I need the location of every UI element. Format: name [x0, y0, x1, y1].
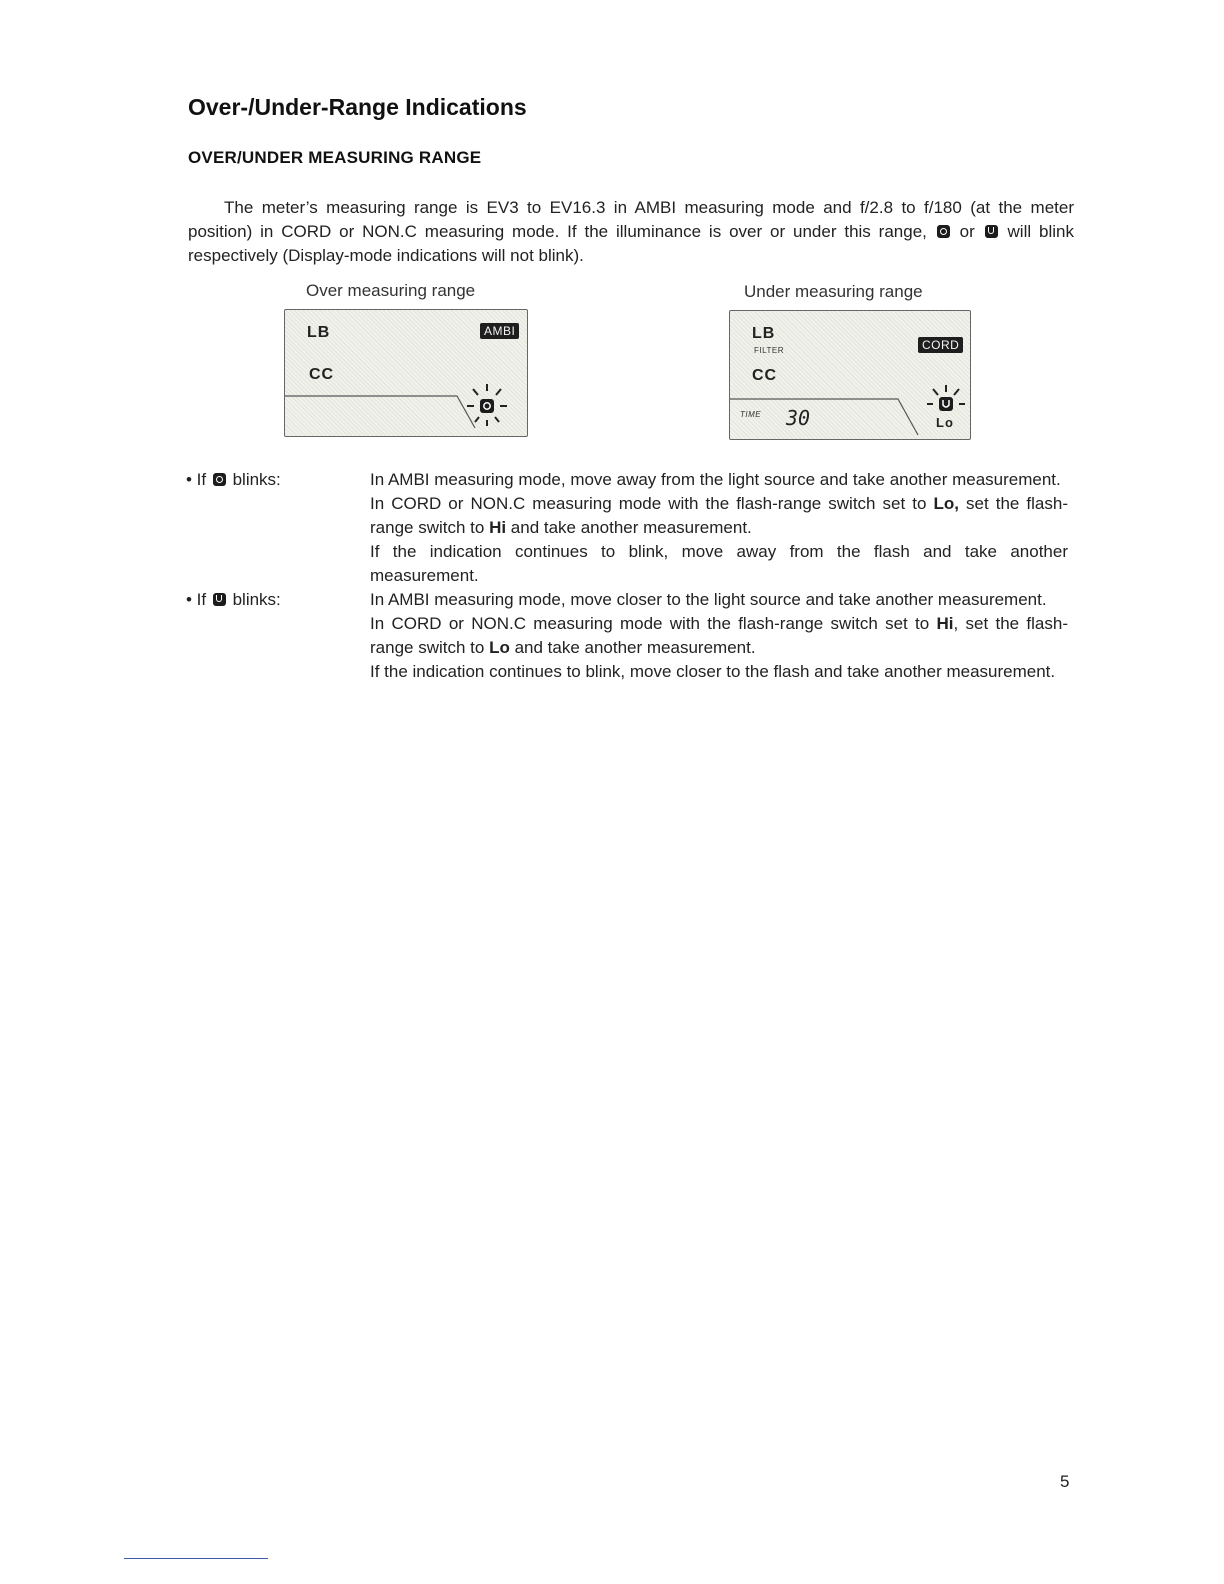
lcd-mode-tag: CORD [918, 337, 963, 353]
instruction-line [370, 612, 1068, 660]
over-range-caption: Over measuring range [306, 281, 476, 300]
text-fragment: , set the flash-range switch to [370, 614, 1068, 657]
blink-instructions [186, 468, 1068, 684]
over-blink-row [186, 468, 1068, 588]
under-blink-label [186, 588, 281, 612]
lcd-cc-label: CC [309, 366, 335, 383]
over-range-lcd [284, 309, 528, 437]
lcd-filter-label: FILTER [754, 346, 784, 355]
label-prefix: • If [186, 590, 207, 609]
text-fragment: In CORD or NON.C measuring mode with the flash-range switch set to [370, 614, 937, 633]
bold-setting: Hi [489, 518, 507, 537]
under-range-caption: Under measuring range [744, 282, 923, 301]
label-suffix: blinks: [232, 590, 281, 609]
instruction-line: If the indication continues to blink, move away from the flash and take another measurement. [370, 542, 1068, 585]
instruction-line: If the indication continues to blink, move closer to the flash and take another measurement. [370, 662, 1056, 681]
intro-paragraph [188, 196, 1074, 268]
page-title: Over-/Under-Range Indications [188, 94, 527, 120]
section-title: OVER/UNDER MEASURING RANGE [188, 148, 482, 167]
intro-or: or [959, 222, 975, 241]
instruction-line: In AMBI measuring mode, move away from the light source and take another measurement. [370, 470, 1061, 489]
over-range-icon [937, 225, 950, 238]
under-range-lcd [729, 310, 971, 440]
lcd-time-label: TIME [740, 410, 762, 419]
over-blink-label [186, 468, 281, 492]
intro-text-before: The meter’s measuring range is EV3 to EV16.3 in AMBI measuring mode and f/2.8 to f/180 (at the meter position) in CORD or NON.C measuring mode. If the illuminance is over or under this range, [188, 198, 1074, 241]
instruction-line: In AMBI measuring mode, move closer to the light source and take another measurement. [370, 590, 1047, 609]
over-range-icon [465, 382, 509, 428]
under-blink-body [370, 588, 1068, 684]
instruction-line [370, 492, 1068, 540]
page-number: 5 [1060, 1472, 1070, 1491]
text-fragment: and take another measurement. [509, 638, 756, 657]
label-suffix: blinks: [232, 470, 281, 489]
label-prefix: • If [186, 470, 207, 489]
bold-setting: Lo [489, 638, 510, 657]
over-blink-body [370, 468, 1068, 588]
lcd-time-value: 30 [786, 406, 811, 430]
text-fragment: set the flash-range switch to [370, 494, 1068, 537]
under-blink-row [186, 588, 1068, 684]
text-fragment: and take another measurement. [506, 518, 752, 537]
lcd-mode-tag: AMBI [480, 323, 519, 339]
under-range-icon [213, 593, 226, 606]
lcd-cc-label: CC [752, 367, 778, 384]
lcd-lb-label: LB [752, 325, 776, 342]
over-range-icon [213, 473, 226, 486]
bold-setting: Hi [936, 614, 954, 633]
text-fragment: In CORD or NON.C measuring mode with the flash-range switch set to [370, 494, 934, 513]
bold-setting: Lo, [933, 494, 959, 513]
footer-rule [124, 1558, 268, 1559]
intro-text-after: will blink respectively (Display-mode indications will not blink). [188, 222, 1074, 265]
lcd-range-label: Lo [936, 415, 954, 430]
lcd-lb-label: LB [307, 324, 331, 341]
under-range-icon [985, 225, 998, 238]
